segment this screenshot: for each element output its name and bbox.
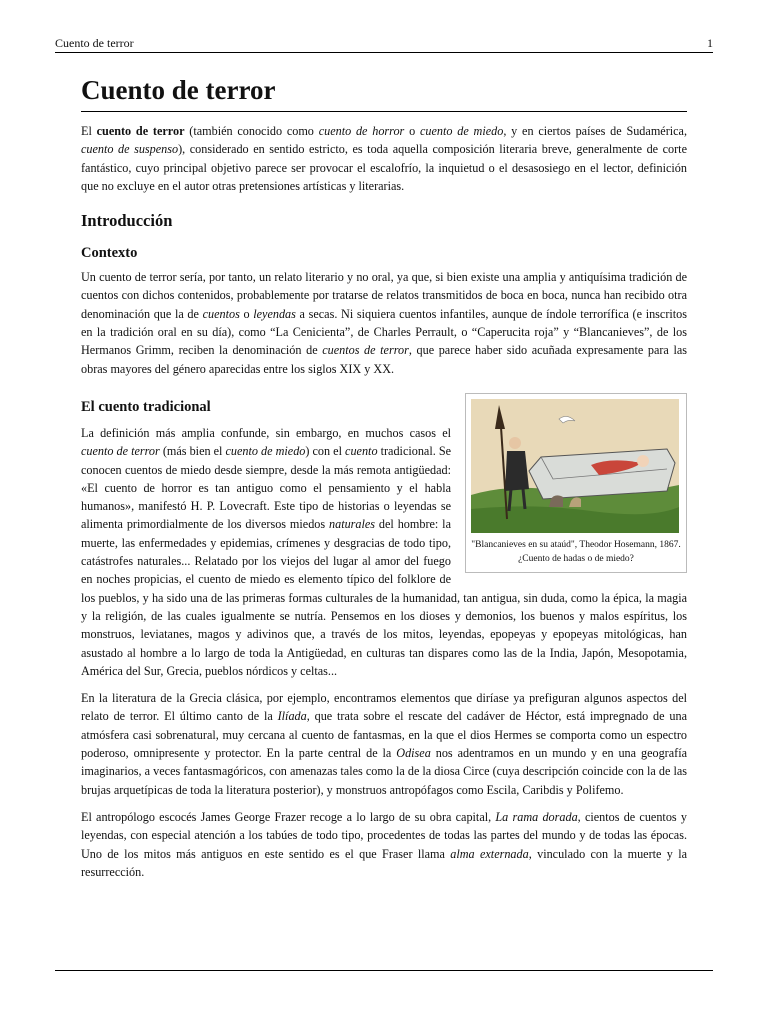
intro-paragraph	[81, 122, 687, 195]
text: Un cuento de terror sería, por tanto, un relato literario y no oral, ya que, si bien existe una amplia y antiquísima tradición de cuentos con dichos contenidos, probablemente por tratarse de relatos transmitidos de boca en boca, nunca han recibido otra denominación que la de	[81, 270, 687, 321]
footer-rule	[55, 970, 713, 971]
subsection-heading-contexto: Contexto	[81, 245, 138, 262]
page-number: 1	[707, 36, 713, 50]
text: (más bien el	[159, 444, 226, 459]
text: , vinculado con la muerte y la resurrección.	[81, 846, 687, 879]
running-header	[55, 36, 713, 53]
text: (también conocido como	[184, 124, 319, 138]
article-body	[81, 72, 687, 881]
text: La definición más amplia confunde, sin embargo, en muchos casos el	[81, 425, 451, 440]
text: El antropólogo escocés James George Frazer recoge a lo largo de su obra capital,	[81, 809, 496, 824]
italic-term: cuento	[345, 444, 378, 459]
page-title: Cuento de terror	[81, 72, 687, 112]
italic-term: cuento de suspenso	[81, 142, 179, 157]
dwarf-head	[509, 437, 521, 449]
text: a secas. Ni siquiera cuentos infantiles, aunque de índole terrorífica (e inscritos en la tradición oral en su día), como “La Cenicienta”, de Charles Perrault, o “Caperucita roja” y “Blancanieves”, de los Hermanos Grimm, reciben la denominación de	[81, 306, 687, 358]
italic-term: cuento de miedo	[225, 444, 306, 459]
sleeping-figure-face	[637, 455, 649, 467]
italic-term: Odisea	[396, 746, 431, 761]
text: o	[404, 124, 420, 138]
italic-term: leyendas	[253, 306, 296, 321]
text: , y en ciertos países de Sudamérica,	[503, 124, 688, 138]
text: , que parece haber sido acuñada expresamente para las obras mayores del género aparecidas entre los siglos XIX y XX.	[81, 343, 687, 376]
text: , cientos de cuentos y leyendas, con especial atención a los tabúes de todo tipo, procedentes de todas las partes del mundo y de todas las épocas. Uno de los mitos más antiguos en este sentido es el que Fraser llama	[81, 809, 687, 861]
text: , que trata sobre el rescate del cadáver de Héctor, está impregnado de una atmósfera casi sobrenatural, muy cercana al cuento de fantasmas, en la que el dios Hermes se comporta como un espectro poderoso, omnipresente y protector. En la parte central de la	[81, 709, 687, 761]
italic-term: cuentos	[202, 306, 240, 321]
bold-term: cuento de terror	[96, 124, 185, 138]
text: El	[81, 124, 97, 138]
text: del hombre: la muerte, las enfermedades y epidemias, crímenes y desgracias de todo tipo, catástrofes naturales... Relatado por los viejos del lugar al amor del fuego en noches propicias, el cuento de miedo es elemento típico del folklore de los pueblos, y ha sido una de las primeras formas culturales de la humanidad, tan antigua, sin duda, como la épica, la magia y la religión, de las cuales igualmente se nutría. Pensemos en los dioses y demonios, los buenos y malos espíritus, los monstruos, leviatanes, magos y adivinos que, a través de los mitos, leyendas, epopeyas y epopeyas mitológicas, han asustado al hombre a lo largo de toda la Antigüedad, en culturas tan dispares como las de la India, Japón, Mesopotamia, América del Sur, Grecia, pueblos nórdicos y celtas...	[81, 517, 687, 678]
figure-blancanieves	[465, 393, 687, 573]
italic-term: cuento de horror	[318, 124, 405, 138]
figure-caption: "Blancanieves en su ataúd", Theodor Hosemann, 1867. ¿Cuento de hadas o de miedo?	[471, 539, 681, 564]
italic-term: cuento de miedo	[419, 124, 504, 138]
subsection-heading-cuento-tradicional: El cuento tradicional	[81, 398, 211, 415]
italic-term: La rama dorada	[495, 809, 578, 824]
text: ) con el	[305, 444, 346, 459]
text: En la literatura de la Grecia clásica, por ejemplo, encontramos elementos que diríase ya prefiguran algunos aspectos del relato de terror. El último canto de la	[81, 691, 687, 724]
text: nos adentramos en un mundo y en una geografía imaginarios, a veces fantasmagóricos, con amenazas tales como la de la diosa Circe (cuya descripción coincide con la de las brujas arquetípicas de toda la literatura posterior), y monstruos antropófagos como Escila, Caribdis y Polifemo.	[81, 746, 688, 797]
italic-term: naturales	[329, 517, 376, 532]
contexto-paragraph	[81, 268, 687, 378]
italic-term: cuento de terror	[81, 444, 160, 459]
tradicional-paragraph-3	[81, 808, 687, 881]
text: o	[239, 306, 254, 321]
tradicional-paragraph-2	[81, 689, 687, 799]
section-heading-introduccion: Introducción	[81, 211, 173, 231]
text: tradicional. Se conocen cuentos de miedo desde siempre, desde la más remota antigüedad: «El cuento de horror es tan antiguo como el pensamiento y el habla humanos», manifestó H. P. Lovecraft. Este tipo de historias o leyendas se alimenta primordialmente de los diversos miedos	[81, 444, 452, 532]
running-header-title: Cuento de terror	[55, 36, 134, 50]
text: ), considerado en sentido estricto, es toda aquella composición literaria breve, generalmente de corte fantástico, cuyo principal objetivo parece ser provocar el escalofrío, la inquietud o el desasosiego en el lector, definición que no excluye en el autor otras pretensiones artísticas y literarias.	[81, 142, 687, 193]
italic-term: alma externada	[450, 846, 529, 861]
illustration-image	[471, 399, 679, 533]
italic-term: Ilíada	[277, 709, 307, 724]
dwarf-coat	[505, 451, 529, 491]
italic-term: cuentos de terror	[322, 343, 409, 358]
